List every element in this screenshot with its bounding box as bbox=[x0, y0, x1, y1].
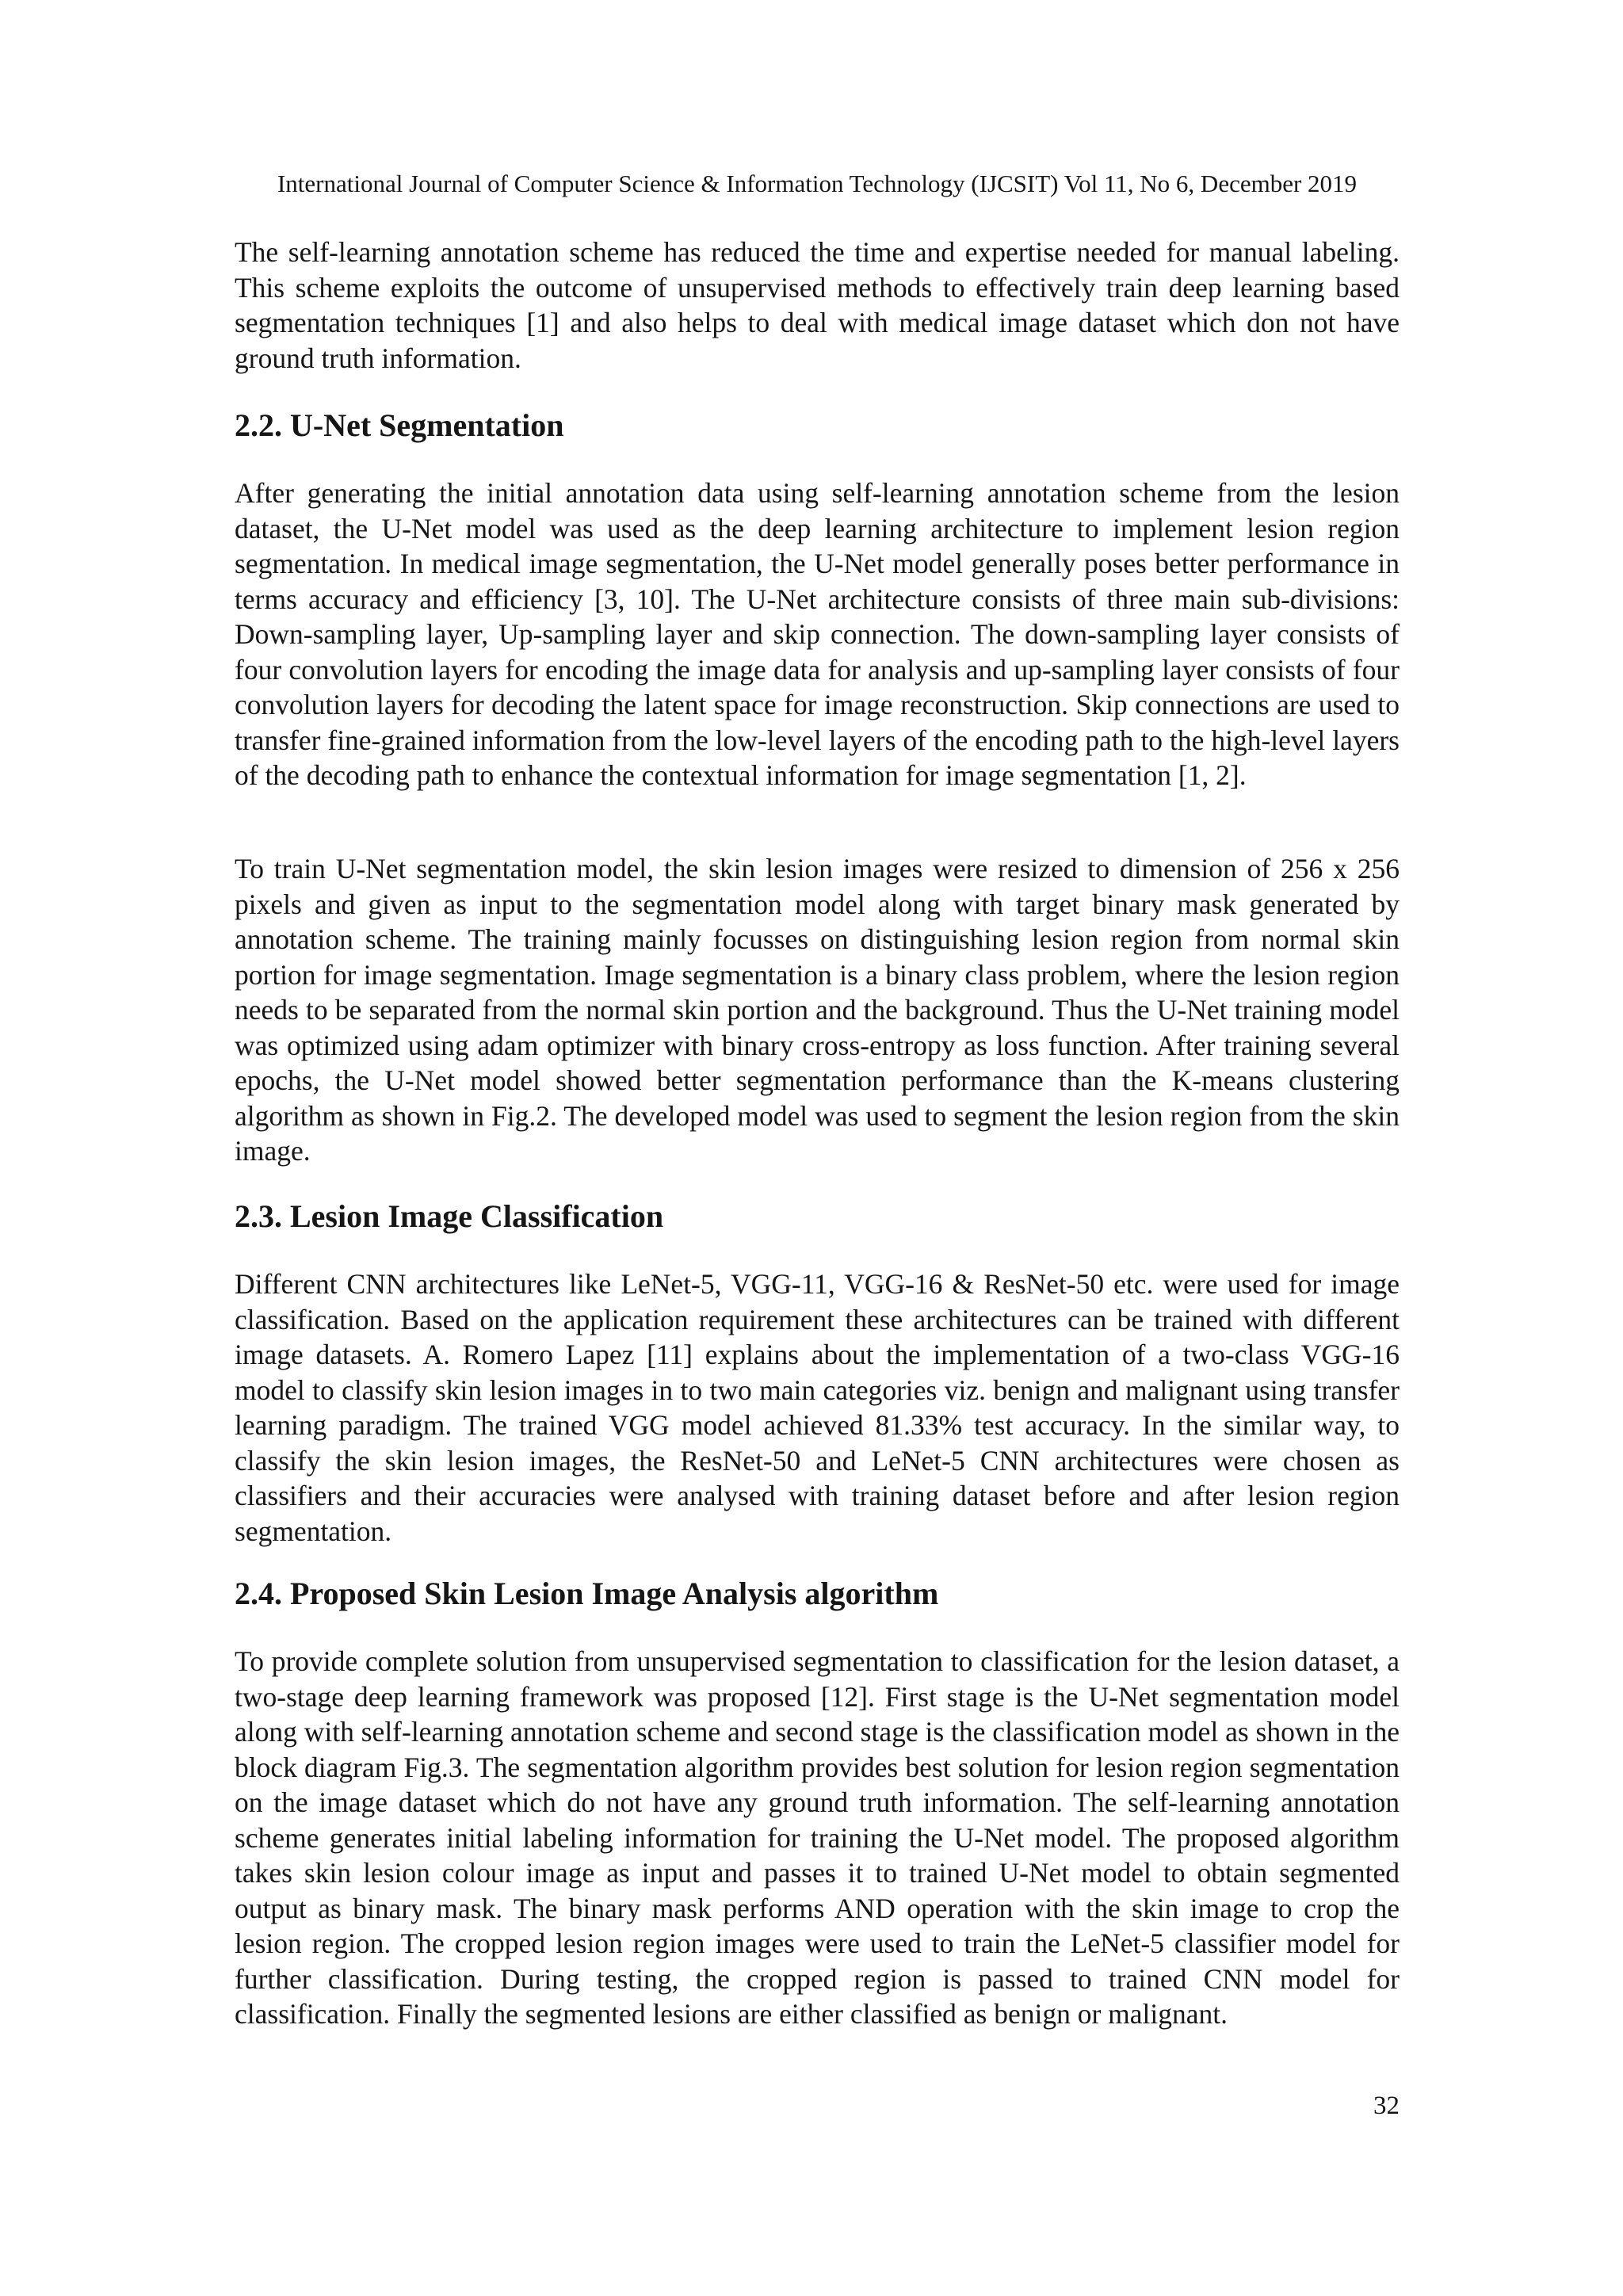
proposed-algorithm-paragraph: To provide complete solution from unsupervised segmentation to classification for the lesion dataset, a two-stage deep learning framework was proposed [12]. First stage is the U-Net segmentation model along with self-learning annotation scheme and second stage is the classification model as shown in the block diagram Fig.3. The segmentation algorithm provides best solution for lesion region segmentation on the image dataset which do not have any ground truth information. The self-learning annotation scheme generates initial labeling information for training the U-Net model. The proposed algorithm takes skin lesion colour image as input and passes it to trained U-Net model to obtain segmented output as binary mask. The binary mask performs AND operation with the skin image to crop the lesion region. The cropped lesion region images were used to train the LeNet-5 classifier model for further classification. During testing, the cropped region is passed to trained CNN model for classification. Finally the segmented lesions are either classified as benign or malignant. bbox=[235, 1645, 1400, 2030]
unet-paragraph-1: After generating the initial annotation data using self-learning annotation scheme from the lesion dataset, the U-Net model was used as the deep learning architecture to implement lesion region segmentation. In medical image segmentation, the U-Net model generally poses better performance in terms accuracy and efficiency [3, 10]. The U-Net architecture consists of three main sub-divisions: Down-sampling layer, Up-sampling layer and skip connection. The down-sampling layer consists of four convolution layers for encoding the image data for analysis and up-sampling layer consists of four convolution layers for decoding the latent space for image reconstruction. Skip connections are used to transfer fine-grained information from the low-level layers of the encoding path to the high-level layers of the decoding path to enhance the contextual information for image segmentation [1, 2]. bbox=[235, 477, 1400, 791]
section-heading-lesion-classification: 2.3. Lesion Image Classification bbox=[235, 1198, 664, 1234]
classification-paragraph: Different CNN architectures like LeNet-5, VGG-11, VGG-16 & ResNet-50 etc. were used for image classification. Based on the application requirement these architectures can be trained with different image datasets. A. Romero Lapez [11] explains about the implementation of a two-class VGG-16 model to classify skin lesion images in to two main categories viz. benign and malignant using transfer learning paradigm. The trained VGG model achieved 81.33% test accuracy. In the similar way, to classify the skin lesion images, the ResNet-50 and LeNet-5 CNN architectures were chosen as classifiers and their accuracies were analysed with training dataset before and after lesion region segmentation. bbox=[235, 1268, 1400, 1547]
running-header: International Journal of Computer Science & Information Technology (IJCSIT) Vol 11, No 6, December 2019 bbox=[277, 170, 1358, 197]
intro-paragraph: The self-learning annotation scheme has reduced the time and expertise needed for manual labeling. This scheme exploits the outcome of unsupervised methods to effectively train deep learning based segmentation techniques [1] and also helps to deal with medical image dataset which don not have ground truth information. bbox=[235, 236, 1400, 374]
section-heading-unet-segmentation: 2.2. U-Net Segmentation bbox=[235, 407, 564, 443]
page-number: 32 bbox=[1373, 2092, 1400, 2120]
unet-paragraph-2: To train U-Net segmentation model, the skin lesion images were resized to dimension of 256 x 256 pixels and given as input to the segmentation model along with target binary mask generated by annotation scheme. The training mainly focusses on distinguishing lesion region from normal skin portion for image segmentation. Image segmentation is a binary class problem, where the lesion region needs to be separated from the normal skin portion and the background. Thus the U-Net training model was optimized using adam optimizer with binary cross-entropy as loss function. After training several epochs, the U-Net model showed better segmentation performance than the K-means clustering algorithm as shown in Fig.2. The developed model was used to segment the lesion region from the skin image. bbox=[235, 853, 1400, 1167]
section-heading-proposed-algorithm: 2.4. Proposed Skin Lesion Image Analysis algorithm bbox=[235, 1576, 939, 1611]
